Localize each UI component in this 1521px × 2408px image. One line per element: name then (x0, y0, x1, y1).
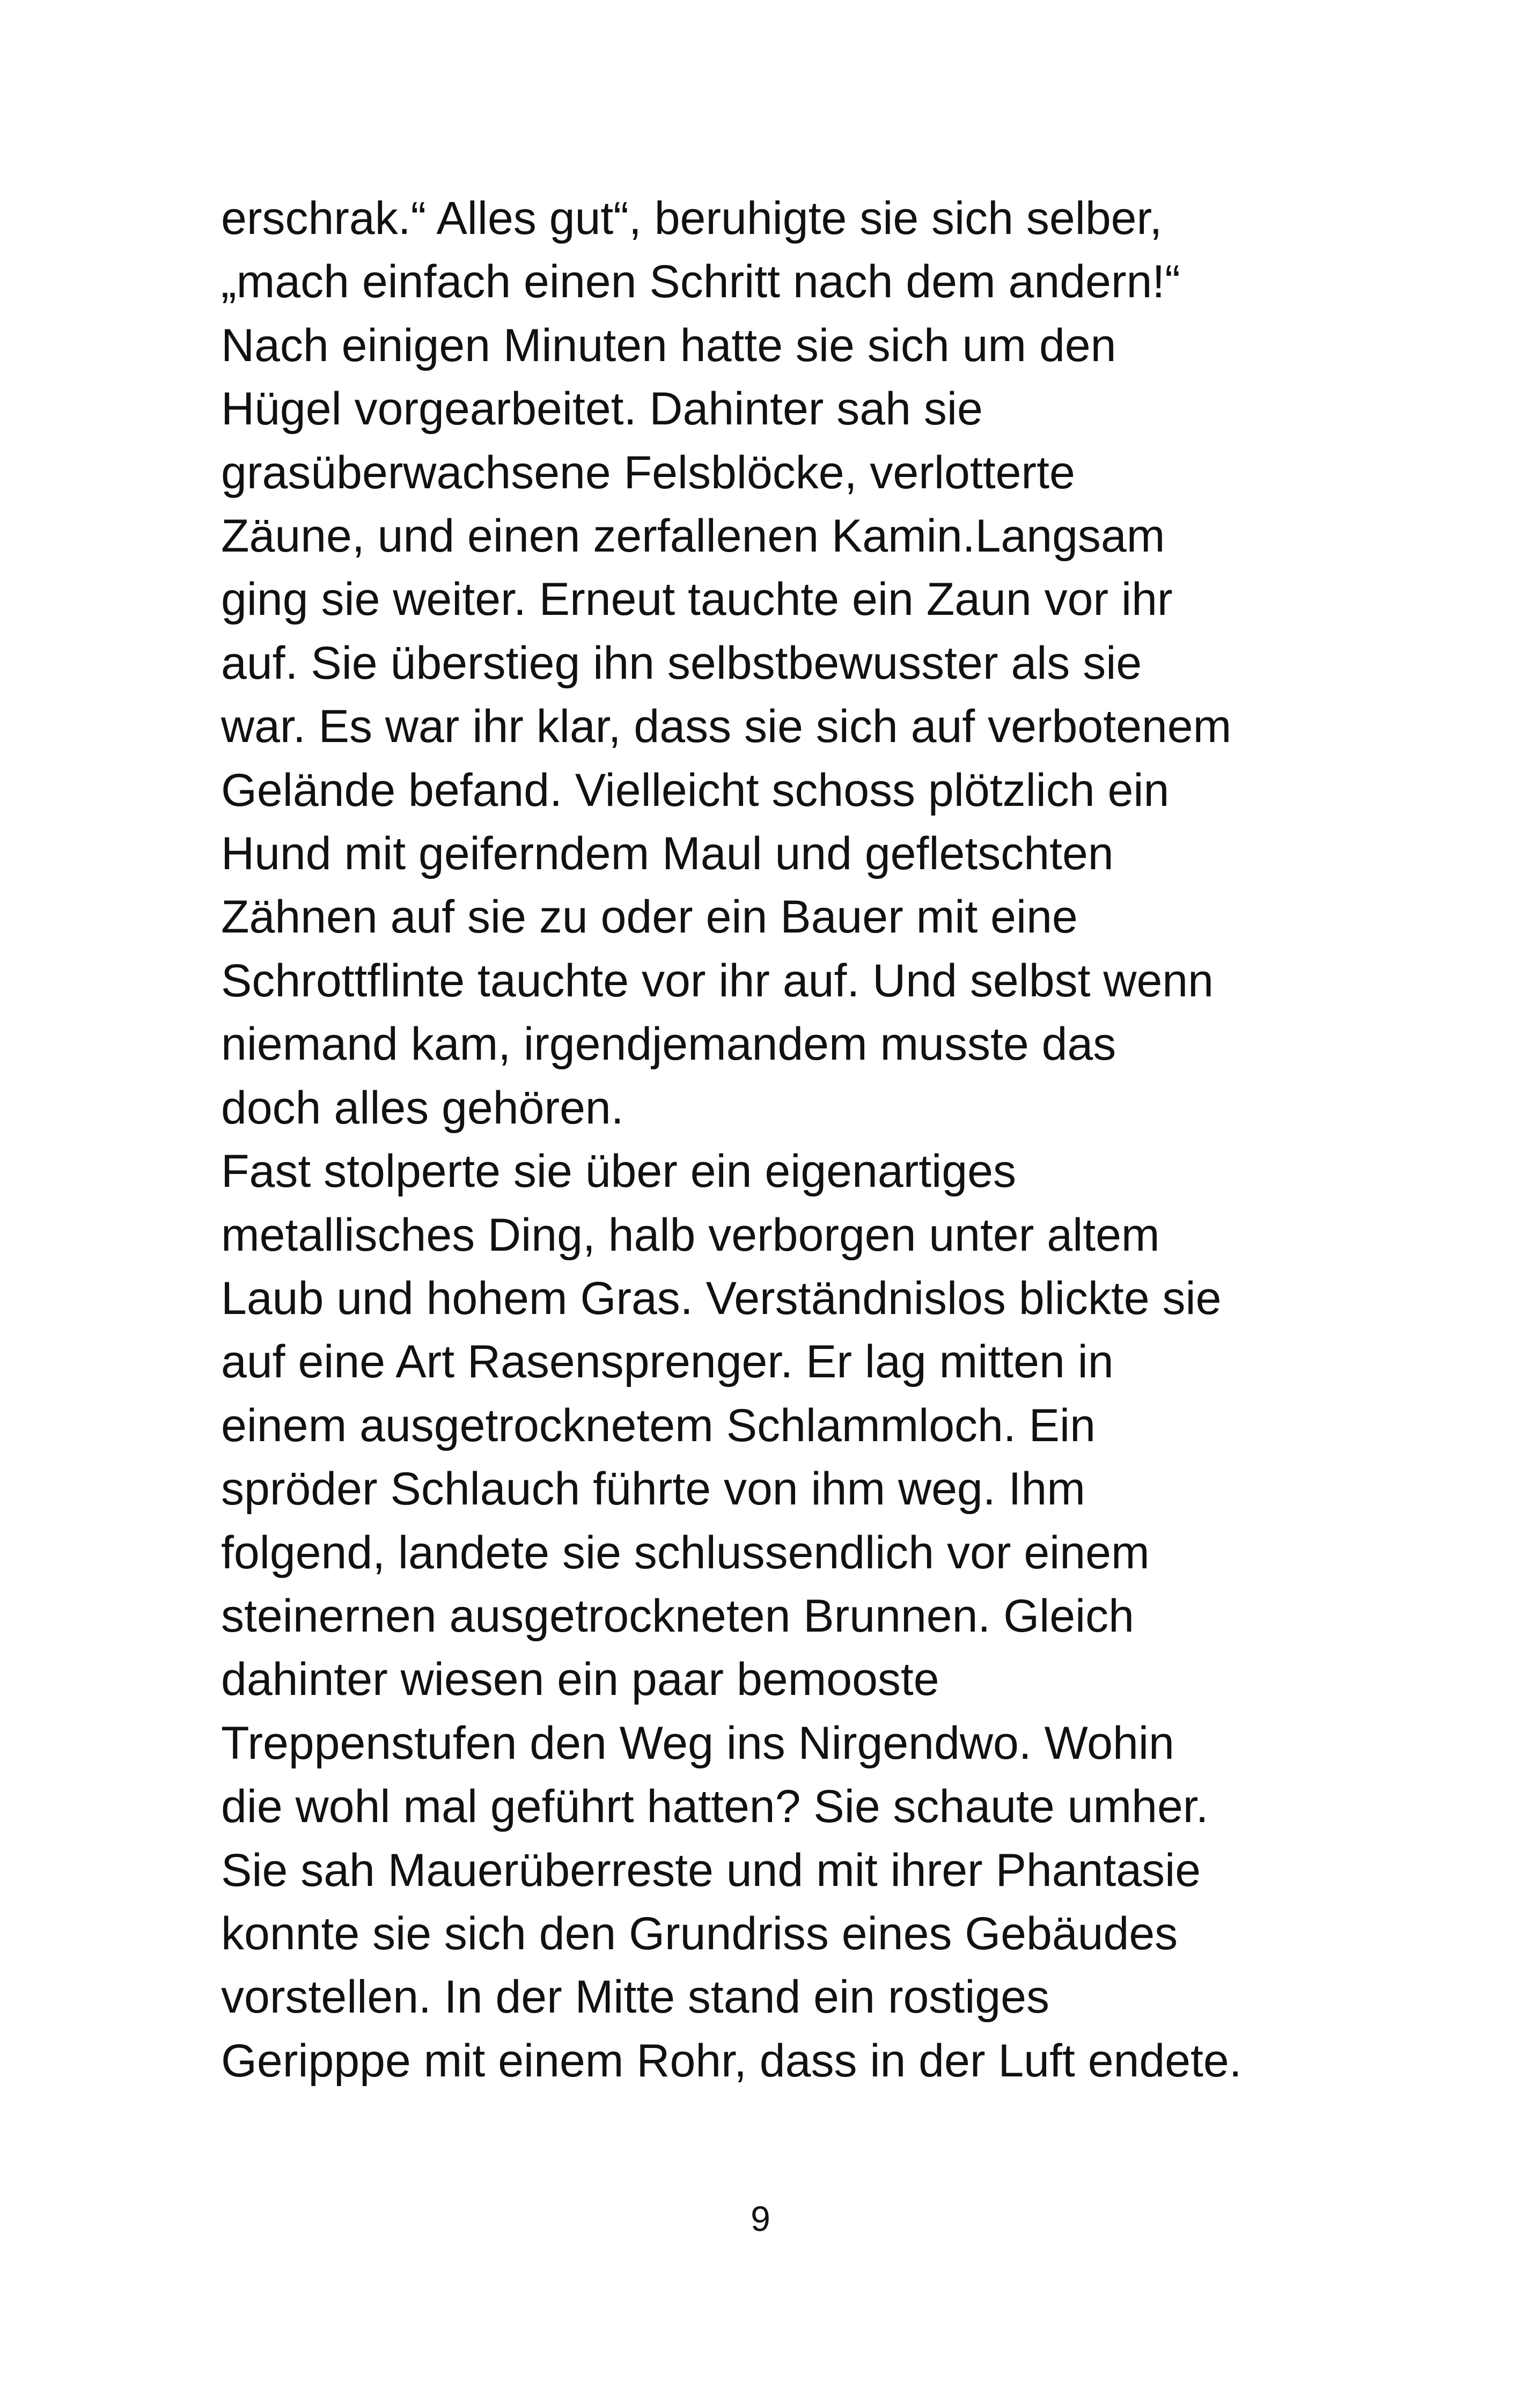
text-line: Treppenstufen den Weg ins Nirgendwo. Wohin (221, 1717, 1174, 1769)
text-line: niemand kam, irgendjemandem musste das (221, 1018, 1116, 1070)
text-line: dahinter wiesen ein paar bemooste (221, 1654, 939, 1706)
text-line: einem ausgetrocknetem Schlammloch. Ein (221, 1399, 1096, 1451)
text-line: „mach einfach einen Schritt nach dem andern!“ (221, 256, 1180, 308)
text-line: Hund mit geiferndem Maul und gefletschten (221, 828, 1114, 880)
text-line: steinernen ausgetrockneten Brunnen. Gleich (221, 1590, 1134, 1642)
text-line: auf. Sie überstieg ihn selbstbewusster als sie (221, 637, 1142, 689)
text-line: metallisches Ding, halb verborgen unter altem (221, 1209, 1160, 1261)
text-line: Geripppe mit einem Rohr, dass in der Luft endete. (221, 2035, 1242, 2087)
text-line: vorstellen. In der Mitte stand ein rostiges (221, 1971, 1049, 2023)
text-line: Sie sah Mauerüberreste und mit ihrer Phantasie (221, 1844, 1201, 1896)
text-line: war. Es war ihr klar, dass sie sich auf verbotenem (221, 701, 1232, 753)
text-line: Zäune, und einen zerfallenen Kamin.Langsam (221, 510, 1165, 562)
text-line: die wohl mal geführt hatten? Sie schaute umher. (221, 1781, 1209, 1833)
page-number: 9 (751, 2199, 770, 2238)
text-line: konnte sie sich den Grundriss eines Gebäudes (221, 1907, 1178, 1959)
text-line: folgend, landete sie schlussendlich vor einem (221, 1526, 1150, 1579)
text-line: Laub und hohem Gras. Verständnislos blickte sie (221, 1272, 1222, 1324)
text-line: Fast stolperte sie über ein eigenartiges (221, 1146, 1016, 1198)
text-line: spröder Schlauch führte von ihm weg. Ihm (221, 1463, 1085, 1515)
text-line: Hügel vorgearbeitet. Dahinter sah sie (221, 383, 983, 435)
text-line: erschrak.“ Alles gut“, beruhigte sie sich selber, (221, 193, 1163, 244)
text-line: Zähnen auf sie zu oder ein Bauer mit eine (221, 891, 1078, 943)
text-line: Gelände befand. Vielleicht schoss plötzlich ein (221, 764, 1170, 816)
text-line: doch alles gehören. (221, 1082, 624, 1134)
text-line: Schrottflinte tauchte vor ihr auf. Und selbst wenn (221, 955, 1214, 1007)
body-text (221, 187, 1348, 2093)
text-line: grasüberwachsene Felsblöcke, verlotterte (221, 446, 1075, 498)
text-line: Nach einigen Minuten hatte sie sich um den (221, 319, 1116, 371)
text-line: auf eine Art Rasensprenger. Er lag mitten in (221, 1336, 1114, 1388)
text-line: ging sie weiter. Erneut tauchte ein Zaun vor ihr (221, 574, 1173, 626)
